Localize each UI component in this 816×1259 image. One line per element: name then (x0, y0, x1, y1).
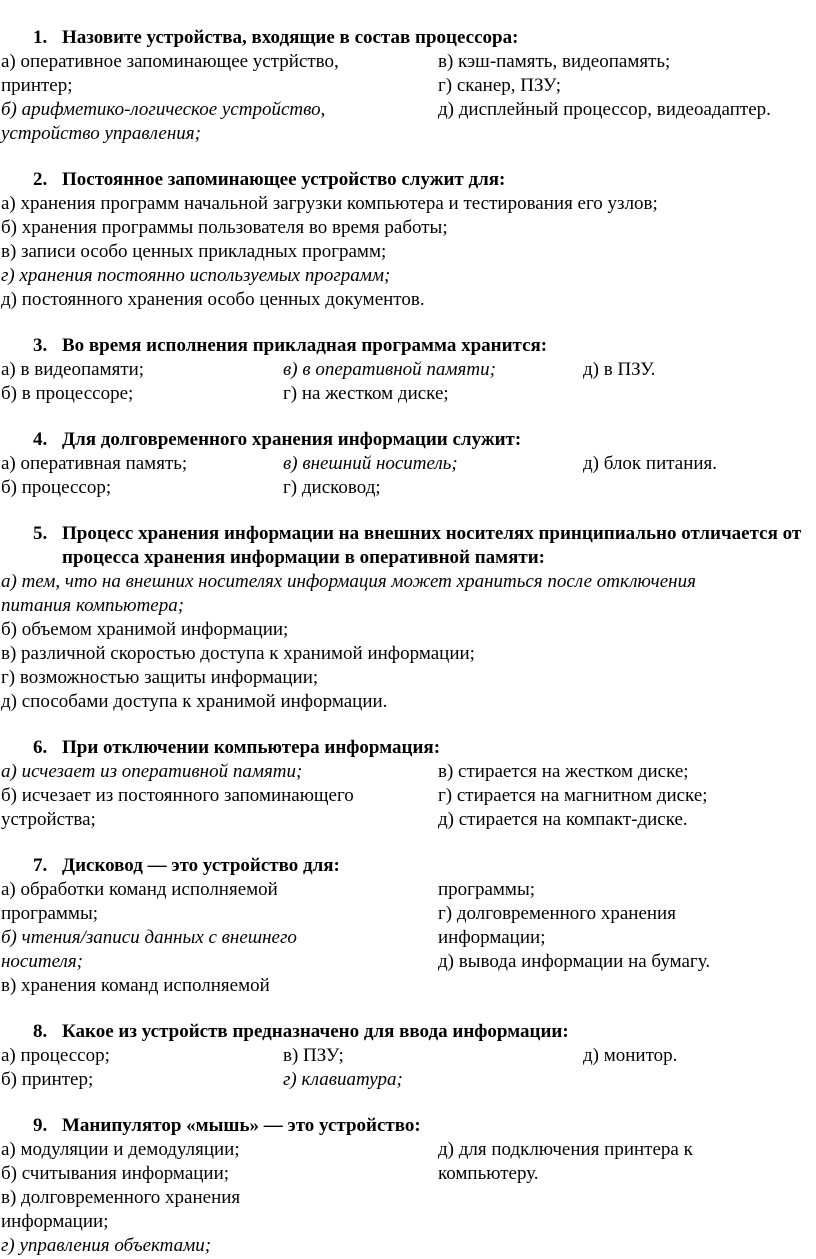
answer-option-correct: в) внешний носитель; (283, 453, 458, 474)
question-number: 2. (33, 169, 48, 190)
question-2 (1, 168, 816, 312)
answer-option: д) вывода информации на бумагу. (438, 951, 711, 972)
answer-line (1, 382, 816, 406)
answer-option: б) в процессоре; (1, 383, 134, 404)
question-text: Во время исполнения прикладная программа хранится: (62, 335, 548, 356)
answer-option: информации; (438, 927, 546, 948)
answer-line (1, 98, 816, 122)
question-title (1, 1020, 816, 1044)
question-number: 1. (33, 27, 48, 48)
answer-line (1, 240, 816, 264)
answer-option: принтер; (1, 75, 73, 96)
answer-line (1, 1068, 816, 1092)
answer-option: программы; (1, 903, 98, 924)
question-title (1, 168, 816, 192)
answer-line (1, 926, 816, 950)
question-text: Какое из устройств предназначено для ввода информации: (62, 1021, 569, 1042)
question-text: Дисковод — это устройство для: (62, 855, 340, 876)
question-title (1, 26, 816, 50)
answer-line (1, 216, 816, 240)
answer-option: б) хранения программы пользователя во время работы; (1, 217, 448, 238)
question-text: Процесс хранения информации на внешних носителях принципиально отличается от процесса хранения информации в оперативной памяти: (62, 523, 802, 568)
answer-option-correct: питания компьютера; (1, 595, 185, 616)
answer-option: г) дисковод; (283, 477, 381, 498)
answer-option: а) оперативное запоминающее устрйство, (1, 51, 339, 72)
answer-option: б) исчезает из постоянного запоминающего (1, 785, 354, 806)
answer-option: а) в видеопамяти; (1, 359, 145, 380)
question-number: 8. (33, 1021, 48, 1042)
answer-option: г) долговременного хранения (438, 903, 676, 924)
answer-line (1, 666, 816, 690)
answer-option-correct: б) арифметико-логическое устройство, (1, 99, 326, 120)
answer-line (1, 1138, 816, 1162)
answer-option: устройства; (1, 809, 96, 830)
answer-line (1, 358, 816, 382)
answer-option-correct: г) клавиатура; (283, 1069, 403, 1090)
answer-line (1, 264, 816, 288)
answer-line (1, 878, 816, 902)
answer-option: а) оперативная память; (1, 453, 188, 474)
answer-line (1, 122, 816, 146)
question-title (1, 428, 816, 452)
answer-line (1, 808, 816, 832)
answer-line (1, 1162, 816, 1186)
answer-option-correct: устройство управления; (1, 123, 201, 144)
answer-line (1, 288, 816, 312)
answer-line (1, 1186, 816, 1210)
answer-option: д) стирается на компакт-диске. (438, 809, 688, 830)
answer-option: в) различной скоростью доступа к хранимой информации; (1, 643, 475, 664)
answer-line (1, 690, 816, 714)
answer-option: информации; (1, 1211, 109, 1232)
answer-option: а) хранения программ начальной загрузки компьютера и тестирования его узлов; (1, 193, 658, 214)
answer-option: г) сканер, ПЗУ; (438, 75, 562, 96)
answer-line (1, 570, 816, 594)
question-6 (1, 736, 816, 832)
answer-option-correct: а) тем, что на внешних носителях информация может храниться после отключения (1, 571, 696, 592)
question-number: 3. (33, 335, 48, 356)
question-text: Для долговременного хранения информации служит: (62, 429, 522, 450)
question-title (1, 736, 816, 760)
answer-option-correct: б) чтения/записи данных с внешнего (1, 927, 297, 948)
question-7 (1, 854, 816, 998)
answer-line (1, 476, 816, 500)
answer-option: в) хранения команд исполняемой (1, 975, 270, 996)
answer-option: д) монитор. (583, 1045, 678, 1066)
answer-option: д) способами доступа к хранимой информации. (1, 691, 388, 712)
quiz-document (1, 26, 816, 1258)
answer-line (1, 618, 816, 642)
question-text: Назовите устройства, входящие в состав процессора: (62, 27, 519, 48)
answer-option: в) записи особо ценных прикладных программ; (1, 241, 387, 262)
question-number: 7. (33, 855, 48, 876)
answer-option: а) обработки команд исполняемой (1, 879, 278, 900)
answer-option-correct: а) исчезает из оперативной памяти; (1, 761, 303, 782)
answer-option: г) стирается на магнитном диске; (438, 785, 708, 806)
question-9 (1, 1114, 816, 1258)
question-1 (1, 26, 816, 146)
answer-line (1, 974, 816, 998)
answer-option: д) блок питания. (583, 453, 718, 474)
answer-option: д) постоянного хранения особо ценных документов. (1, 289, 425, 310)
question-title (1, 854, 816, 878)
question-text: Манипулятор «мышь» — это устройство: (62, 1115, 421, 1136)
question-title (1, 334, 816, 358)
question-4 (1, 428, 816, 500)
answer-option: в) ПЗУ; (283, 1045, 344, 1066)
question-number: 4. (33, 429, 48, 450)
answer-line (1, 192, 816, 216)
answer-option: а) модуляции и демодуляции; (1, 1139, 240, 1160)
answer-option-correct: г) управления объектами; (1, 1235, 212, 1256)
answer-option-correct: носителя; (1, 951, 83, 972)
question-number: 9. (33, 1115, 48, 1136)
answer-option: в) стирается на жестком диске; (438, 761, 689, 782)
question-text: При отключении компьютера информация: (62, 737, 441, 758)
question-title (1, 522, 816, 570)
answer-option: г) возможностью защиты информации; (1, 667, 319, 688)
question-8 (1, 1020, 816, 1092)
answer-line (1, 950, 816, 974)
answer-line (1, 642, 816, 666)
answer-option: б) процессор; (1, 477, 112, 498)
answer-line (1, 1210, 816, 1234)
question-title (1, 1114, 816, 1138)
answer-option-correct: в) в оперативной памяти; (283, 359, 496, 380)
answer-option: б) объемом хранимой информации; (1, 619, 289, 640)
answer-option: компьютеру. (438, 1163, 539, 1184)
answer-line (1, 902, 816, 926)
answer-line (1, 594, 816, 618)
question-number: 5. (33, 523, 48, 544)
answer-option: д) дисплейный процессор, видеоадаптер. (438, 99, 771, 120)
answer-line (1, 1234, 816, 1258)
answer-line (1, 452, 816, 476)
answer-line (1, 74, 816, 98)
question-text: Постоянное запоминающее устройство служит для: (62, 169, 506, 190)
answer-option: в) долговременного хранения (1, 1187, 241, 1208)
question-5 (1, 522, 816, 714)
answer-option: г) на жестком диске; (283, 383, 449, 404)
answer-line (1, 50, 816, 74)
question-3 (1, 334, 816, 406)
answer-option: программы; (438, 879, 535, 900)
answer-option: б) считывания информации; (1, 1163, 230, 1184)
answer-option: д) в ПЗУ. (583, 359, 656, 380)
answer-option-correct: г) хранения постоянно используемых программ; (1, 265, 391, 286)
answer-line (1, 760, 816, 784)
answer-option: д) для подключения принтера к (438, 1139, 693, 1160)
answer-line (1, 784, 816, 808)
answer-option: в) кэш-память, видеопамять; (438, 51, 671, 72)
question-number: 6. (33, 737, 48, 758)
answer-option: б) принтер; (1, 1069, 94, 1090)
answer-line (1, 1044, 816, 1068)
answer-option: а) процессор; (1, 1045, 110, 1066)
